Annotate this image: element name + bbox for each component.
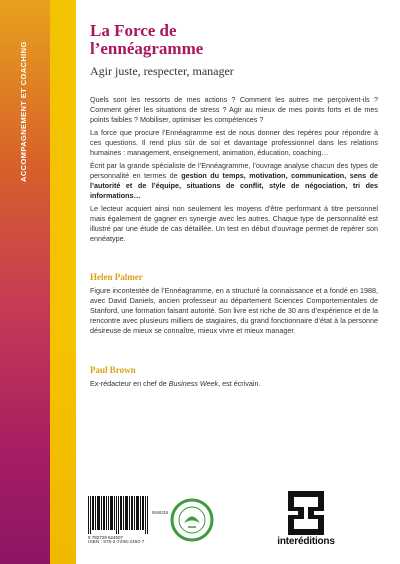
- barcode: [88, 496, 164, 540]
- left-yellow-band: [50, 0, 76, 564]
- p3-text: Écrit par la grande spécialiste de l’Ennéagramme, l’ouvrage analyse chacun des types de personnalité en termes de: [90, 161, 378, 180]
- author2-bio-b: , est écrivain.: [218, 379, 261, 388]
- blurb-paragraph-1: Quels sont les ressorts de mes actions ? Comment les autres me perçoivent-ils ? Comment gérer les situations de stress ? Agir au mieux de mes points forts et de mes points faibles ? Mobiliser, optimiser les compétences ?: [90, 95, 378, 124]
- author2-name: Paul Brown: [90, 365, 136, 375]
- barcode-number: 9 782729 624507: [88, 535, 124, 540]
- author1-bio: Figure incontestée de l’Ennéagramme, en a structuré la connaissance et a fondé en 1988, avec David Daniels, ancien professeur au département Sciences Comportementales de Stanford, une formation faisant autorité. Son livre est riche de 30 ans d’expérience et de la rencontre avec plusieurs milliers de stagiaires, du grand fonctionnaire d’état à la personne désireuse de mieux se connaître, mieux vivre et mieux manager.: [90, 286, 378, 335]
- publisher-name: interéditions: [277, 536, 335, 547]
- side-code: 8846316: [152, 510, 169, 515]
- blurb-paragraph-2: La force que procure l’Ennéagramme est de nous donner des repères pour répondre à ces questions. Il rend plus sûr de soi et davantage professionnel dans les relations humaines : management, enseignement, animation, éducation, coaching…: [90, 128, 378, 157]
- spine-label: ACCOMPAGNEMENT ET COACHING: [19, 41, 28, 182]
- author2-bio: [90, 379, 378, 389]
- title-line-1: La Force de: [90, 21, 177, 40]
- author-paul-brown: [90, 365, 378, 389]
- author2-bio-italic: Business Week: [168, 379, 219, 388]
- blurb-paragraph-4: Le lecteur acquiert ainsi non seulement les moyens d’être performant à titre personnel mais également de gagner en synergie avec les autres. Chaque type de personnalité est illustré par une étude de cas détaillée. Un test en début d’ouvrage permet de repérer son ennéatype.: [90, 204, 378, 243]
- spine-label-wrap: [18, 32, 32, 182]
- blurb-paragraph-3: [90, 161, 378, 201]
- author1-name: Helen Palmer: [90, 272, 143, 282]
- author2-bio-a: Ex-rédacteur en chef de: [90, 379, 169, 388]
- p3-bold-text: gestion du temps, motivation, communication, sens de l’autorité et de l’équipe, situations de conflit, style de négociation, tri des informations…: [90, 171, 378, 200]
- book-subtitle: Agir juste, respecter, manager: [90, 64, 234, 78]
- pefc-seal-icon: [170, 498, 214, 542]
- author-helen-palmer: [90, 272, 378, 336]
- book-title: [90, 22, 380, 58]
- barcode-bars-icon: [88, 496, 150, 534]
- header: [90, 22, 380, 79]
- isbn: ISBN : 978-2-7296-2450-7: [88, 540, 145, 545]
- title-line-2: l’ennéagramme: [90, 39, 204, 58]
- blurb: [90, 95, 378, 247]
